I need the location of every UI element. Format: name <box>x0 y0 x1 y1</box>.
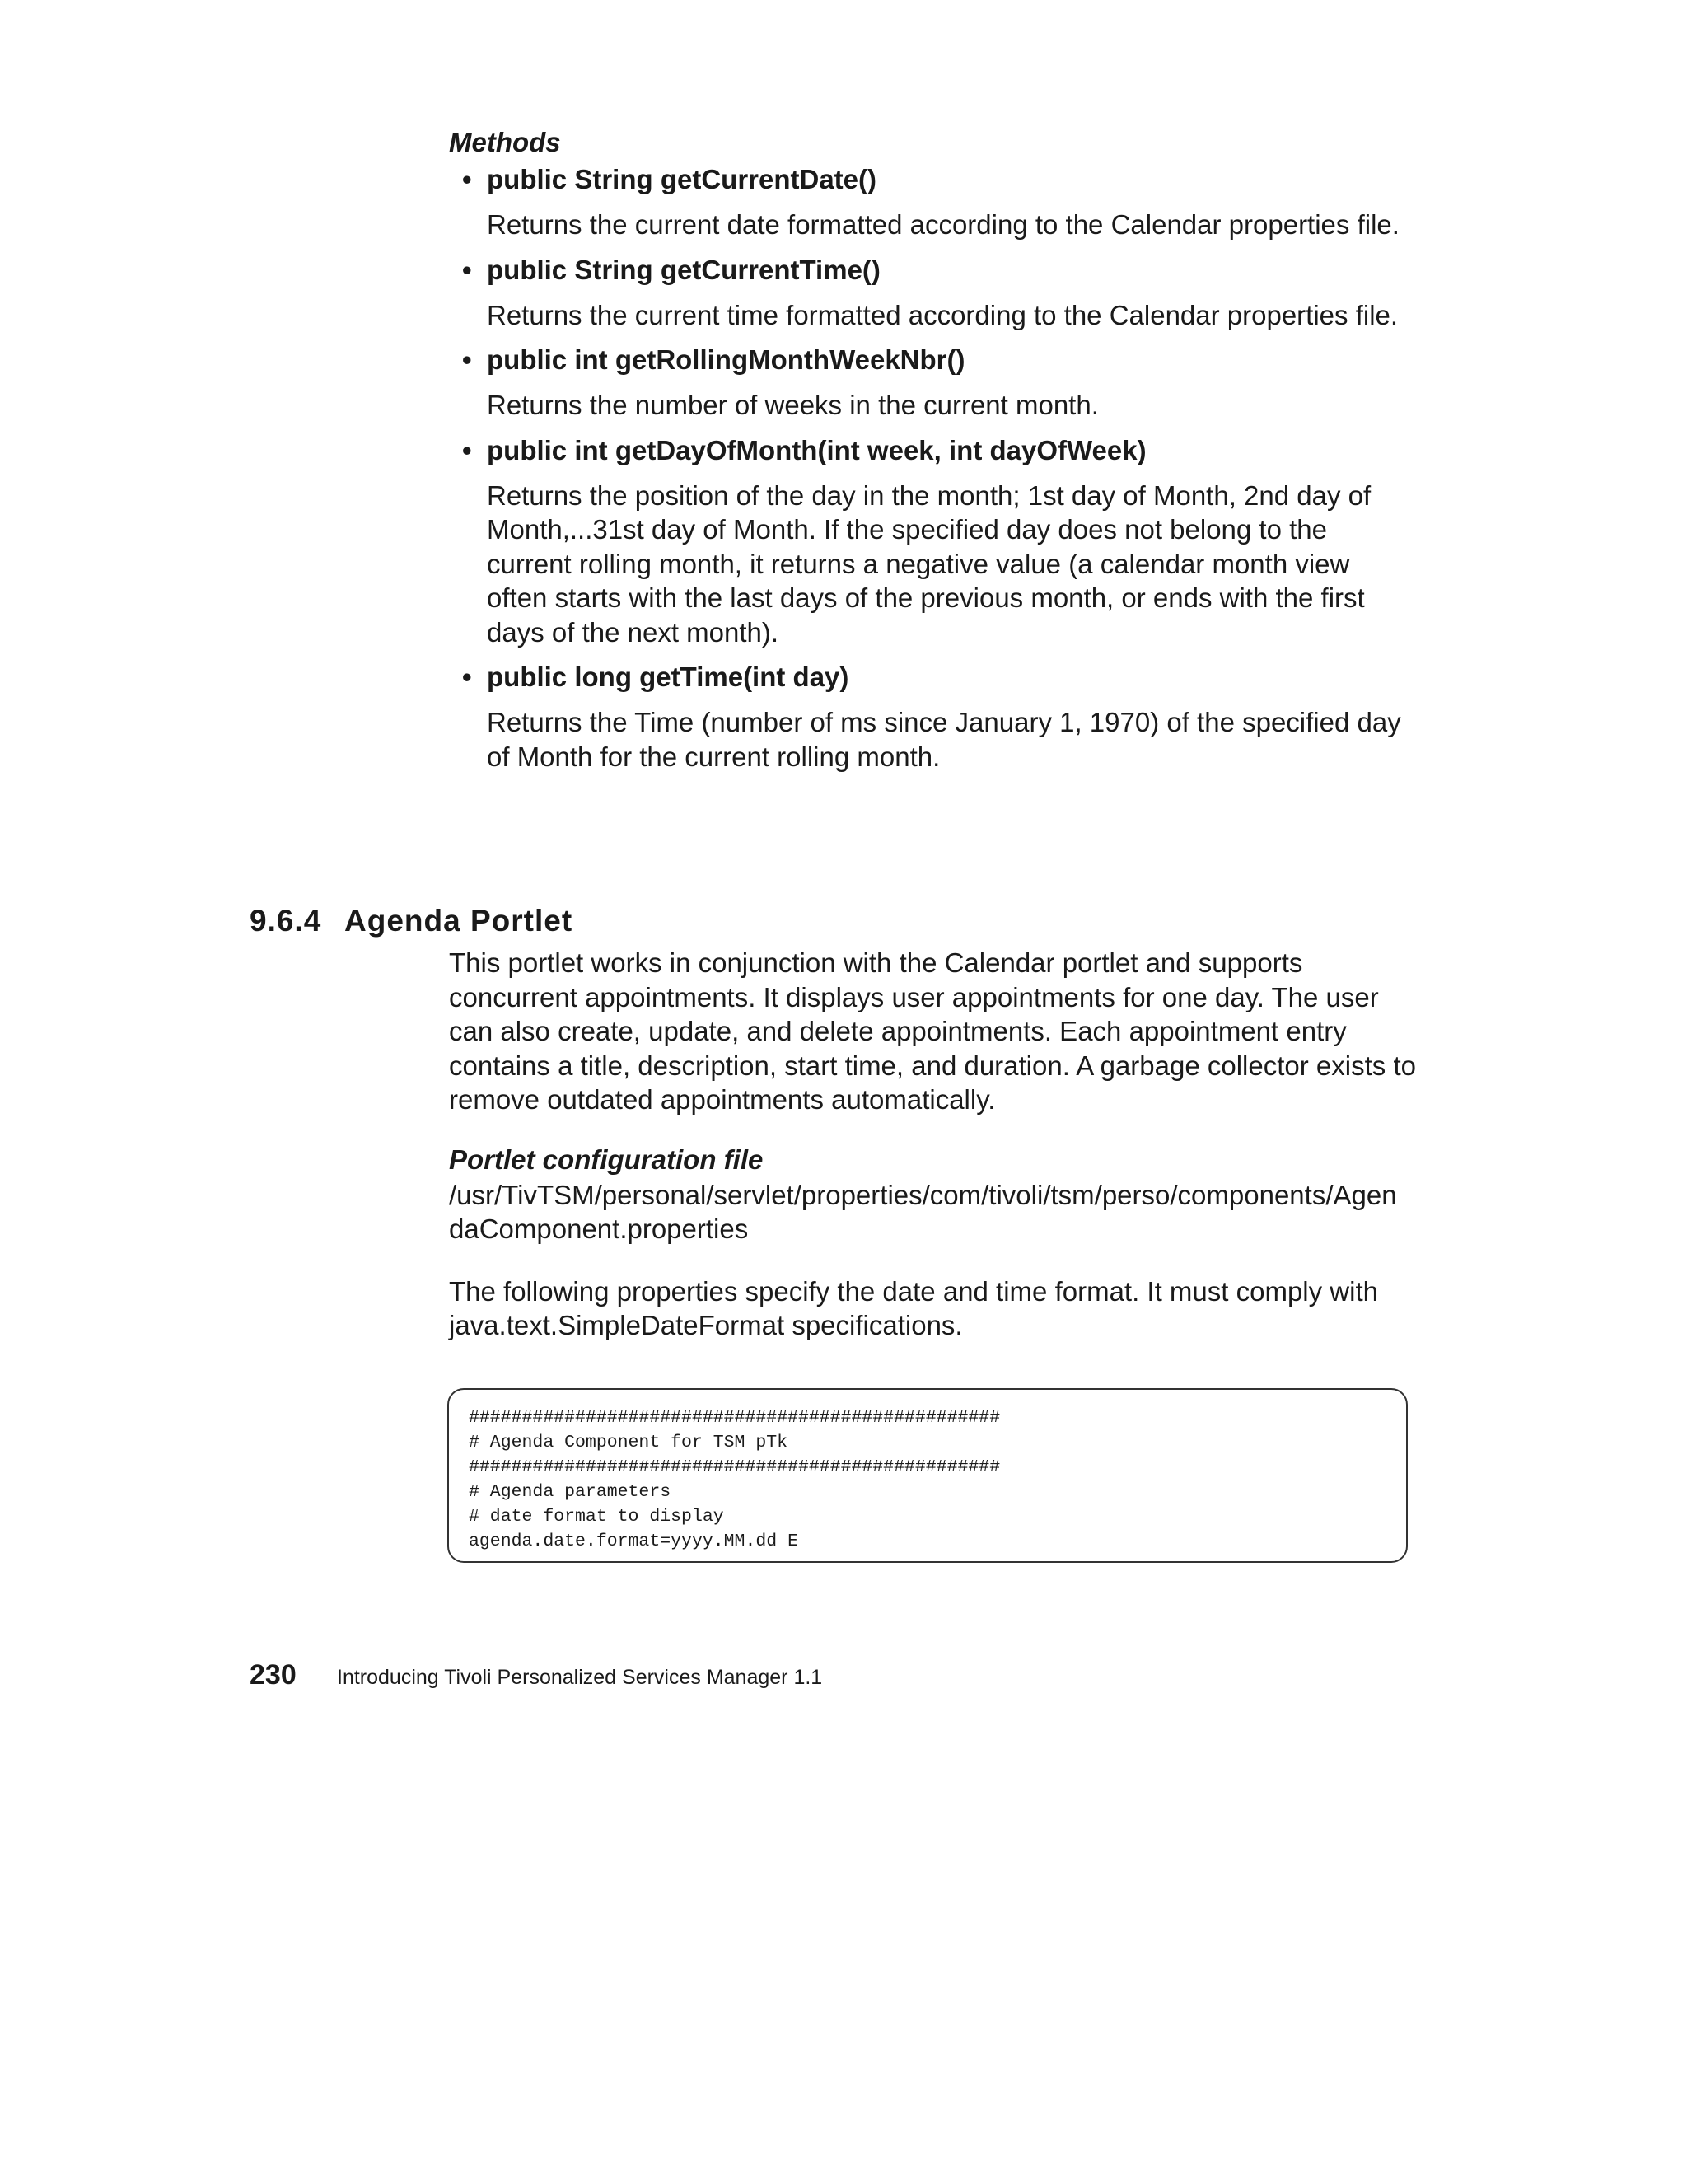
config-heading: Portlet configuration file <box>449 1143 764 1175</box>
bullet-icon: • <box>462 662 472 692</box>
method-description: Returns the current time formatted according to the Calendar properties file. <box>487 299 1399 330</box>
bullet-icon: • <box>462 344 472 375</box>
method-item <box>449 161 1413 242</box>
code-line: ################################################## <box>469 1457 1001 1477</box>
code-line: # date format to display <box>469 1507 724 1527</box>
section-intro: This portlet works in conjunction with the Calendar portlet and supports concurrent appointments. It displays user appointments for one day. The user can also create, update, and delete appointments. Each appointment entry contains a title, description, start time, and duration. A garbage collector exists to remove outdated appointments automatically. <box>449 947 1416 1115</box>
methods-section <box>449 124 1413 783</box>
bullet-icon: • <box>462 434 472 465</box>
method-signature: • public int getRollingMonthWeekNbr() <box>487 342 1413 378</box>
book-title: Introducing Tivoli Personalized Services Manager 1.1 <box>337 1666 823 1689</box>
section-number: 9.6.4 <box>250 904 322 938</box>
method-item <box>449 342 1413 423</box>
method-item <box>449 659 1413 774</box>
code-block <box>447 1388 1408 1563</box>
code-line: ################################################## <box>469 1408 1001 1428</box>
method-signature: • public String getCurrentDate() <box>487 161 1413 198</box>
method-item <box>449 433 1413 650</box>
section-heading <box>250 900 572 942</box>
code-lines <box>469 1405 1406 1554</box>
method-description: Returns the current date formatted according to the Calendar properties file. <box>487 209 1400 240</box>
method-signature: • public int getDayOfMonth(int week, int dayOfWeek) <box>487 433 1413 469</box>
method-signature: • public long getTime(int day) <box>487 659 1413 695</box>
method-description: Returns the number of weeks in the current month. <box>487 390 1099 420</box>
config-path: /usr/TivTSM/personal/servlet/properties/com/tivoli/tsm/perso/components/AgendaComponent.properties <box>449 1179 1397 1244</box>
code-line: # Agenda Component for TSM pTk <box>469 1433 788 1452</box>
bullet-icon: • <box>462 254 472 285</box>
code-line: # Agenda parameters <box>469 1482 671 1502</box>
methods-heading: Methods <box>449 127 561 157</box>
format-note: The following properties specify the date and time format. It must comply with java.text.SimpleDateFormat specifications. <box>449 1275 1378 1340</box>
page-number: 230 <box>250 1659 297 1691</box>
methods-list <box>449 161 1413 774</box>
method-description: Returns the Time (number of ms since January 1, 1970) of the specified day of Month for the current rolling month. <box>487 707 1401 772</box>
section-body <box>449 946 1421 1343</box>
method-item <box>449 252 1413 333</box>
page-footer <box>250 1658 822 1695</box>
method-description: Returns the position of the day in the month; 1st day of Month, 2nd day of Month,...31st day of Month. If the specified day does not belong to the current rolling month, it returns a negative value (a calendar month view often starts with the last days of the previous month, or ends with the first days of the next month). <box>487 479 1372 648</box>
bullet-icon: • <box>462 164 472 194</box>
method-signature: • public String getCurrentTime() <box>487 252 1413 288</box>
code-line: agenda.date.format=yyyy.MM.dd E <box>469 1532 798 1551</box>
section-title: Agenda Portlet <box>344 904 573 938</box>
